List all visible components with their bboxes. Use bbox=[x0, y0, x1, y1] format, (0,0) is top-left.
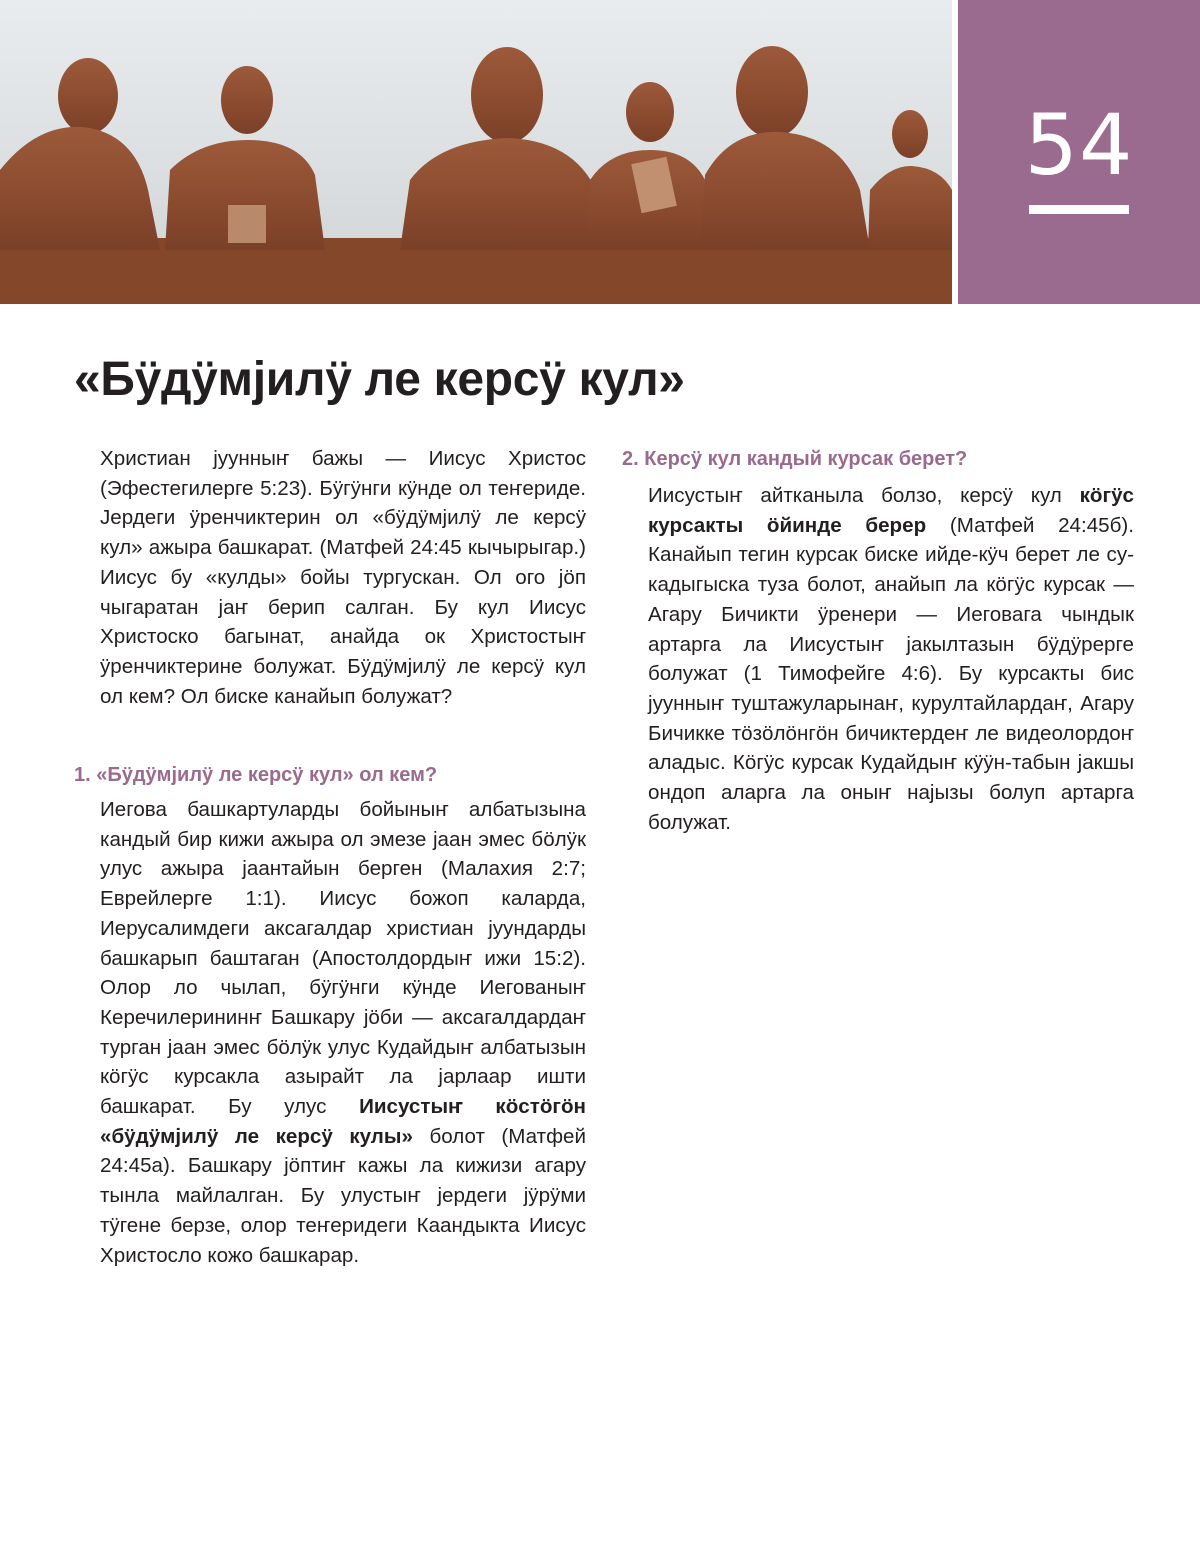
meeting-silhouettes-image bbox=[0, 0, 952, 304]
section-2-body bbox=[648, 481, 1134, 837]
section-1-text-b: болот (Матфей 24:45а). Башкару јӧптиҥ кажы ла кижизи агару тынла майлалган. Бу улустыҥ јердеги јӱрӱми тӱгене берзе, олор теҥеридеги Каандыкта Иисус Христосло кожо башкарар. bbox=[100, 1124, 586, 1267]
lesson-number: 54 bbox=[1024, 96, 1134, 194]
section-1-text-a: Иегова башкартуларды бойыныҥ албатызына кандый бир кижи ажыра ол эмезе јаан эмес бӧлӱк улус ажыра јаантайын берген (Малахия 2:7; Еврейлерге 1:1). Иисус божоп каларда, Иерусалимдеги аксагалдар христиан јуундарды башкарып баштаган (Апостолдордыҥ ижи 15:2). Олор ло чылап, бӱгӱнги кӱнде Иегованыҥ Керечилерининҥ Башкару јӧби — аксагалдардаҥ турган јаан эмес бӧлӱк улус Кудайдыҥ албатызын кӧгӱс курсакла азырайт ла јарлаар ишти башкарат. Бу улус bbox=[100, 798, 586, 1119]
section-2-heading: 2. Керсӱ кул кандый курсак берет? bbox=[622, 448, 968, 470]
section-2-text-b: (Матфей 24:45б). Канайып тегин курсак биске ийде-кӱч берет ле су-кадыгыска туза болот, анайып ла кӧгӱс курсак — Агару Бичикти ӱренери — Иеговага чындык артарга ла Иисустыҥ јакылтазын бӱдӱрерге болужат (1 Тимофейге 4:6). Бу курсакты бис јуунныҥ туштажуларынаҥ, курултайлардаҥ, Агару Бичикке тӧзӧлӧнгӧн бичиктердеҥ ле видеолордоҥ аладыс. Кӧгӱс курсак Кудайдыҥ кӱӱн-табын јакшы ондоп аларга ла оныҥ најызы болуп артарга болужат. bbox=[648, 513, 1134, 834]
section-2-bold-text: кӧгӱс курсакты ӧйинде берер bbox=[648, 484, 1134, 537]
lesson-number-block bbox=[958, 0, 1200, 304]
header-illustration bbox=[0, 0, 952, 304]
section-1-paragraph bbox=[100, 795, 586, 1270]
section-1-body bbox=[100, 795, 586, 1270]
section-1-heading: 1. «Бӱдӱмјилӱ ле керсӱ кул» ол кем? bbox=[74, 764, 438, 786]
intro-paragraph: Христиан јуунныҥ бажы — Иисус Христос (Эфестегилерге 5:23). Бӱгӱнги кӱнде ол теҥериде. Јердеги ӱренчиктерин ол «бӱдӱмјилӱ ле керсӱ кул» ажыра башкарат. (Матфей 24:45 кычырыгар.) Иисус бу «кулды» бойы тургускан. Ол ого јӧп чыгаратан јаҥ берип салган. Бу кул Иисус Христоско багынат, анайда ок Христостыҥ ӱренчиктерине болужат. Бӱдӱмјилӱ ле керсӱ кул ол кем? Ол биске канайып болужат? bbox=[100, 447, 586, 708]
section-2-text-a: Иисустыҥ айтканыла болзо, керсӱ кул bbox=[648, 484, 1080, 507]
lesson-number-underline bbox=[1029, 205, 1129, 214]
intro-column bbox=[100, 444, 586, 711]
section-1-bold-text: Иисустыҥ кӧстӧгӧн «бӱдӱмјилӱ ле керсӱ кулы» bbox=[100, 1095, 586, 1148]
lesson-title: «Бӱдӱмјилӱ ле керсӱ кул» bbox=[74, 353, 685, 406]
section-2-paragraph bbox=[648, 481, 1134, 837]
